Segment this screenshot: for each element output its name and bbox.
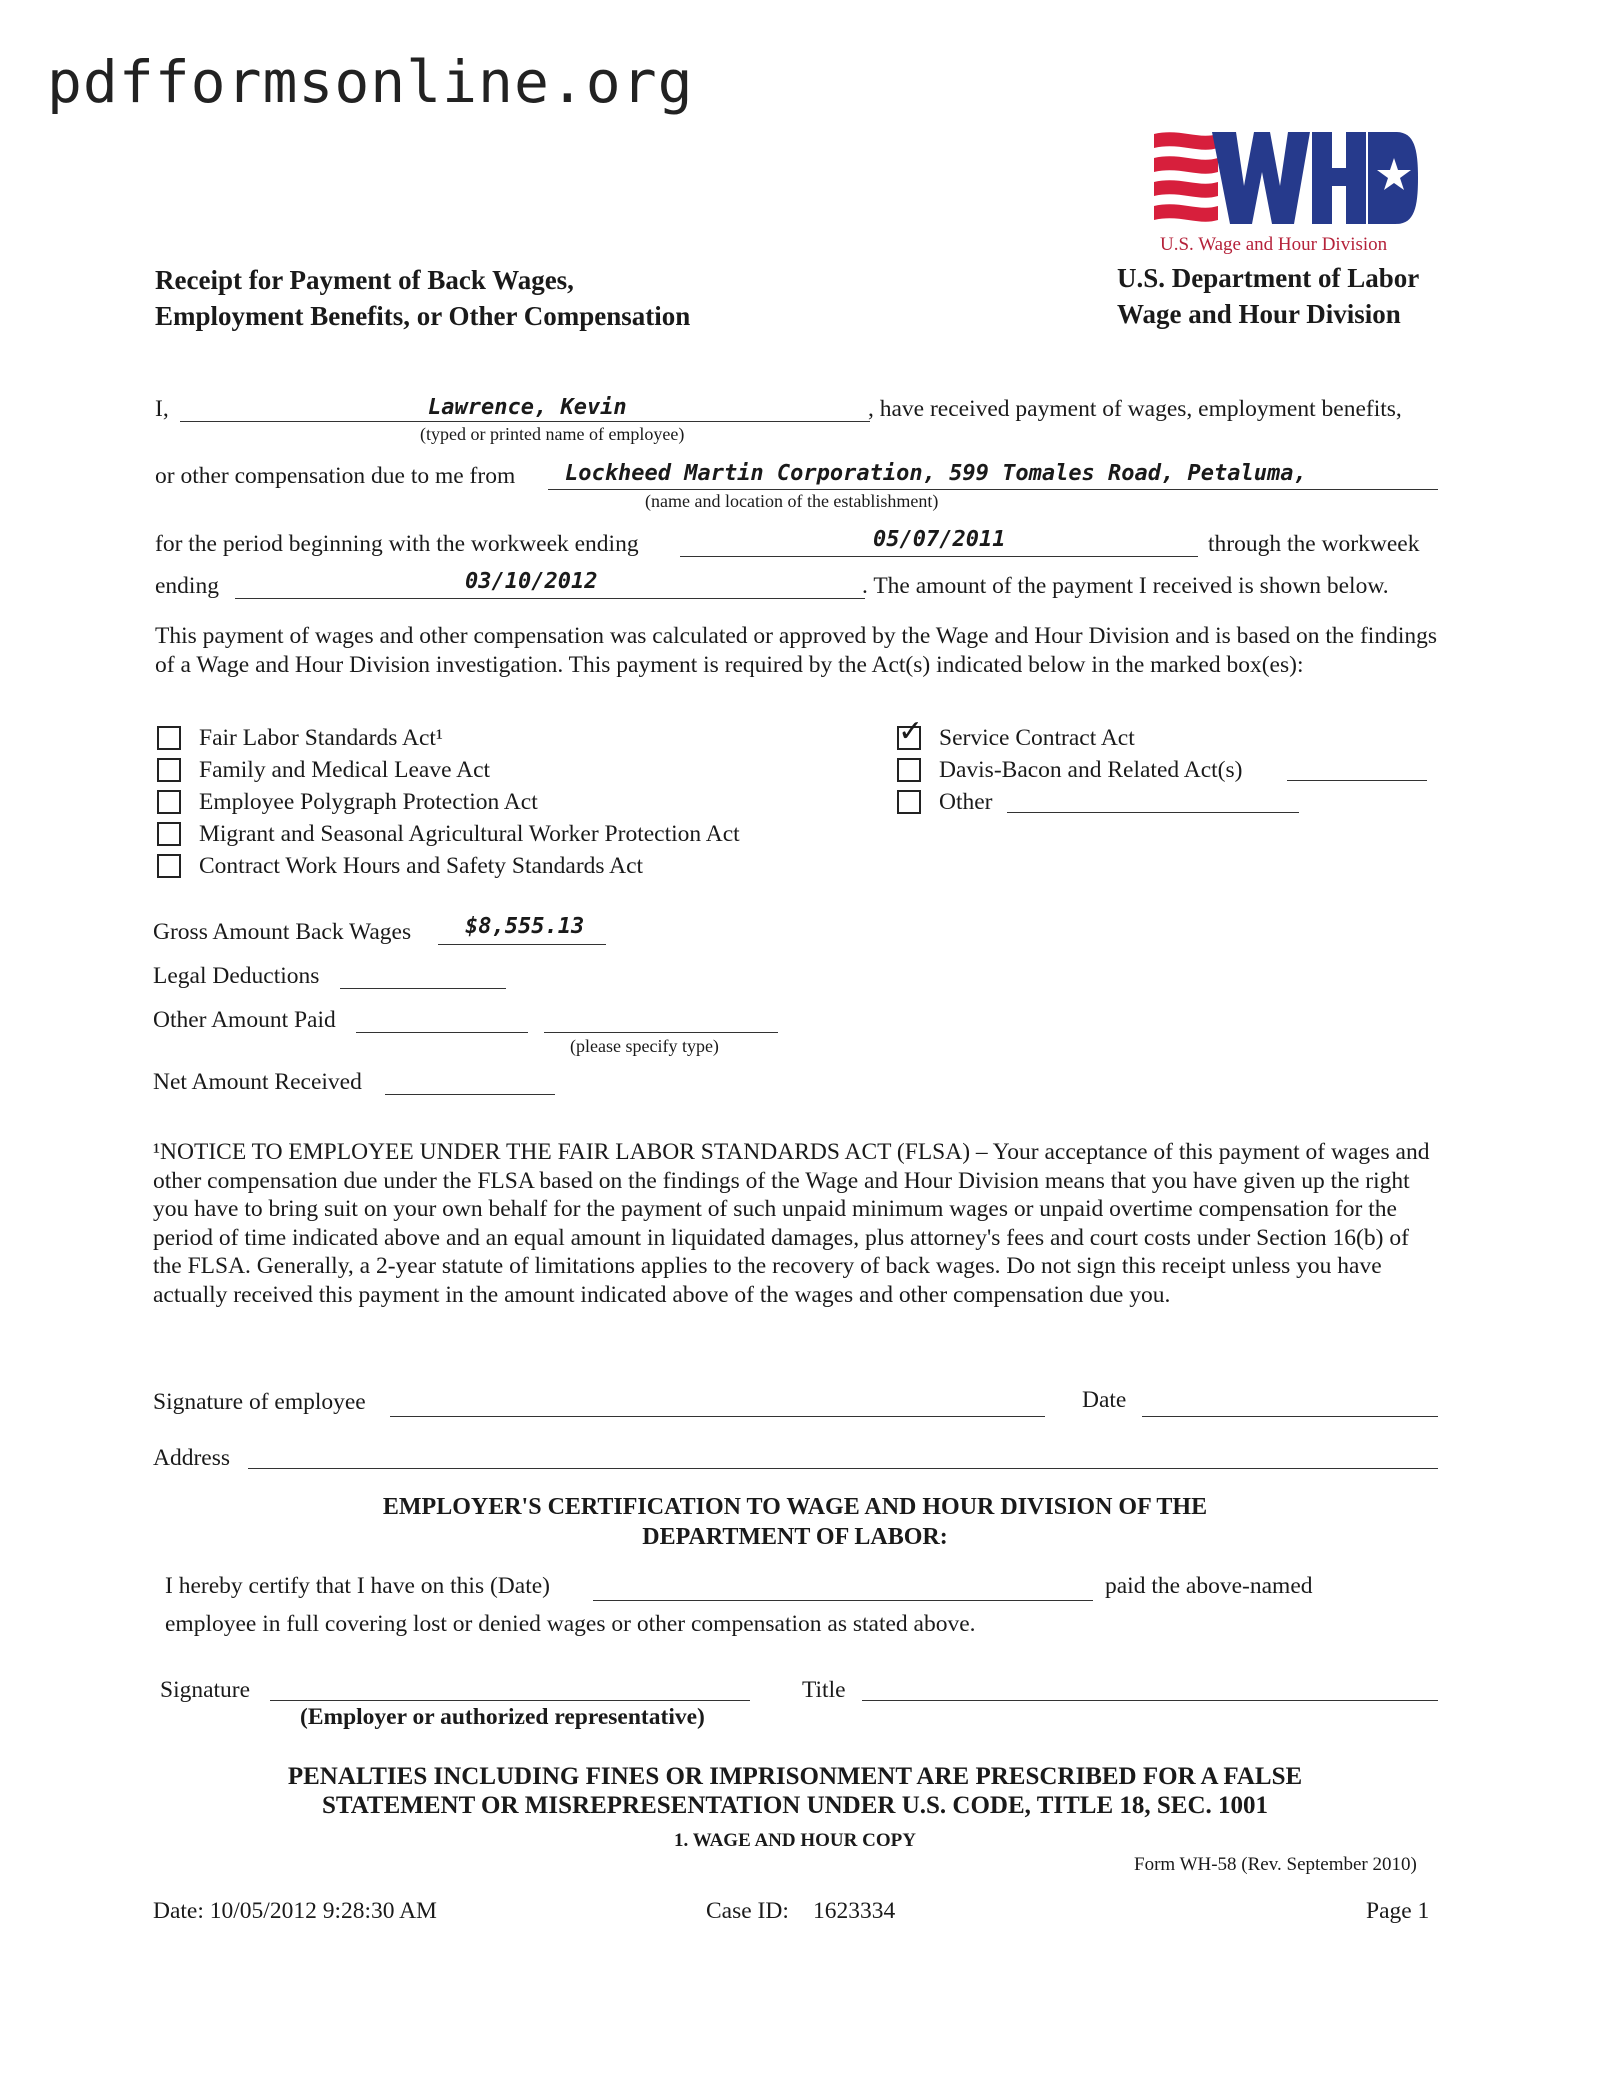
checkmark-icon: ✓ <box>898 714 924 749</box>
other-amount-line[interactable] <box>356 1032 528 1033</box>
period-end-line <box>235 598 865 599</box>
watermark-text: pdfformsonline.org <box>47 48 694 116</box>
signature-employee-label: Signature of employee <box>153 1389 366 1415</box>
signature-date-line[interactable] <box>1142 1416 1438 1417</box>
address-line[interactable] <box>248 1468 1438 1469</box>
checkbox[interactable] <box>897 790 921 814</box>
form-title-line1: Receipt for Payment of Back Wages, <box>155 265 574 295</box>
signature-employee-line[interactable] <box>390 1416 1045 1417</box>
period-begin-field[interactable]: 05/07/2011 <box>873 527 1006 552</box>
form-title <box>155 262 690 334</box>
footer-date: Date: 10/05/2012 9:28:30 AM <box>153 1898 437 1924</box>
agency-line2: Wage and Hour Division <box>1117 299 1401 329</box>
period-begin-line <box>680 556 1198 557</box>
certify-text: I hereby certify that I have on this (Date) <box>165 1573 550 1599</box>
establishment-line <box>548 489 1438 490</box>
employer-signature-caption: (Employer or authorized representative) <box>300 1704 705 1730</box>
checkbox[interactable] <box>157 822 181 846</box>
employer-signature-line[interactable] <box>270 1700 750 1701</box>
employee-name-field[interactable]: Lawrence, Kevin <box>428 395 627 420</box>
penalties-line1: PENALTIES INCLUDING FINES OR IMPRISONMENT ARE PRESCRIBED FOR A FALSE <box>287 1763 1303 1790</box>
period-begin-label: for the period beginning with the workweek ending <box>155 531 639 557</box>
form-title-line2: Employment Benefits, or Other Compensation <box>155 301 691 331</box>
checkbox[interactable] <box>157 854 181 878</box>
address-label: Address <box>153 1445 231 1471</box>
title-line[interactable] <box>862 1700 1438 1701</box>
employee-name-line <box>180 421 870 422</box>
gross-amount-field[interactable]: $8,555.13 <box>465 914 585 939</box>
legal-deductions-label: Legal Deductions <box>153 963 320 989</box>
employee-prefix: I, <box>155 396 169 422</box>
act-label: Family and Medical Leave Act <box>199 757 491 783</box>
establishment-field[interactable]: Lockheed Martin Corporation, 599 Tomales Road, Petaluma, <box>565 461 1307 486</box>
act-label: Fair Labor Standards Act¹ <box>199 725 443 751</box>
basis-paragraph: This payment of wages and other compensation was calculated or approved by the Wage and Hour Division and is based on the findings of a Wage and Hour Division investigation. This payment is required by the Act(s) indicated below in the marked box(es): <box>155 623 1438 678</box>
period-end-suffix: . The amount of the payment I received is shown below. <box>862 573 1389 599</box>
checkbox[interactable] <box>157 758 181 782</box>
employer-signature-label: Signature <box>160 1677 251 1703</box>
act-label: Other <box>939 789 993 815</box>
received-text: , have received payment of wages, employment benefits, <box>868 396 1402 422</box>
form-id: Form WH-58 (Rev. September 2010) <box>1134 1854 1417 1875</box>
checkbox[interactable] <box>897 758 921 782</box>
checkbox[interactable] <box>157 726 181 750</box>
title-label: Title <box>802 1677 846 1703</box>
checkbox-checked[interactable] <box>897 714 924 750</box>
covering-text: employee in full covering lost or denied wages or other compensation as stated above. <box>165 1611 976 1637</box>
case-id-value: 1623334 <box>813 1898 896 1924</box>
net-amount-line[interactable] <box>385 1094 555 1095</box>
paid-text: paid the above-named <box>1105 1573 1313 1599</box>
flsa-notice: ¹NOTICE TO EMPLOYEE UNDER THE FAIR LABOR STANDARDS ACT (FLSA) – Your acceptance of this payment of wages and other compensation due under the FLSA based on the findings of the Wage and Hour Division means that you have given up the right you have to bring suit on your own behalf for the payment of such unpaid minimum wages or unpaid overtime compensation for the period of time indicated above and an equal amount in liquidated damages, plus attorney's fees and court costs under Section 16(b) of the FLSA. Generally, a 2-year statute of limitations applies to the recovery of back wages. Do not sign this receipt unless you have actually received this payment in the amount indicated above of the wages and other compensation due you. <box>153 1139 1430 1308</box>
period-end-field[interactable]: 03/10/2012 <box>465 569 598 594</box>
certification-heading-line1: EMPLOYER'S CERTIFICATION TO WAGE AND HOUR DIVISION OF THE <box>382 1494 1208 1520</box>
agency-name <box>1117 260 1419 332</box>
copy-label: 1. WAGE AND HOUR COPY <box>674 1830 916 1851</box>
act-label: Service Contract Act <box>939 725 1135 751</box>
other-amount-label: Other Amount Paid <box>153 1007 336 1033</box>
certify-date-line[interactable] <box>593 1600 1093 1601</box>
other-act-line[interactable] <box>1007 812 1299 813</box>
certification-heading-line2: DEPARTMENT OF LABOR: <box>642 1524 948 1550</box>
checkbox[interactable] <box>157 790 181 814</box>
case-id-label: Case ID: <box>706 1898 789 1924</box>
net-amount-label: Net Amount Received <box>153 1069 362 1095</box>
legal-deductions-line[interactable] <box>340 988 506 989</box>
employee-name-caption: (typed or printed name of employee) <box>420 424 685 444</box>
penalties-line2: STATEMENT OR MISREPRESENTATION UNDER U.S. CODE, TITLE 18, SEC. 1001 <box>321 1792 1269 1819</box>
logo-caption: U.S. Wage and Hour Division <box>1160 234 1388 255</box>
agency-line1: U.S. Department of Labor <box>1117 263 1420 293</box>
page-number: Page 1 <box>1366 1898 1430 1924</box>
act-label: Davis-Bacon and Related Act(s) <box>939 757 1243 783</box>
establishment-caption: (name and location of the establishment) <box>645 491 939 511</box>
whd-logo <box>1152 128 1420 230</box>
gross-amount-line <box>438 944 606 945</box>
signature-date-label: Date <box>1082 1387 1127 1413</box>
through-label: through the workweek <box>1208 531 1420 557</box>
act-label: Employee Polygraph Protection Act <box>199 789 538 815</box>
gross-amount-label: Gross Amount Back Wages <box>153 919 412 945</box>
act-label: Contract Work Hours and Safety Standards Act <box>199 853 644 879</box>
act-label: Migrant and Seasonal Agricultural Worker Protection Act <box>199 821 740 847</box>
other-type-caption: (please specify type) <box>570 1036 719 1056</box>
establishment-label: or other compensation due to me from <box>155 463 516 489</box>
period-end-label: ending <box>155 573 219 599</box>
other-type-line[interactable] <box>544 1032 778 1033</box>
davis-bacon-line[interactable] <box>1287 780 1427 781</box>
